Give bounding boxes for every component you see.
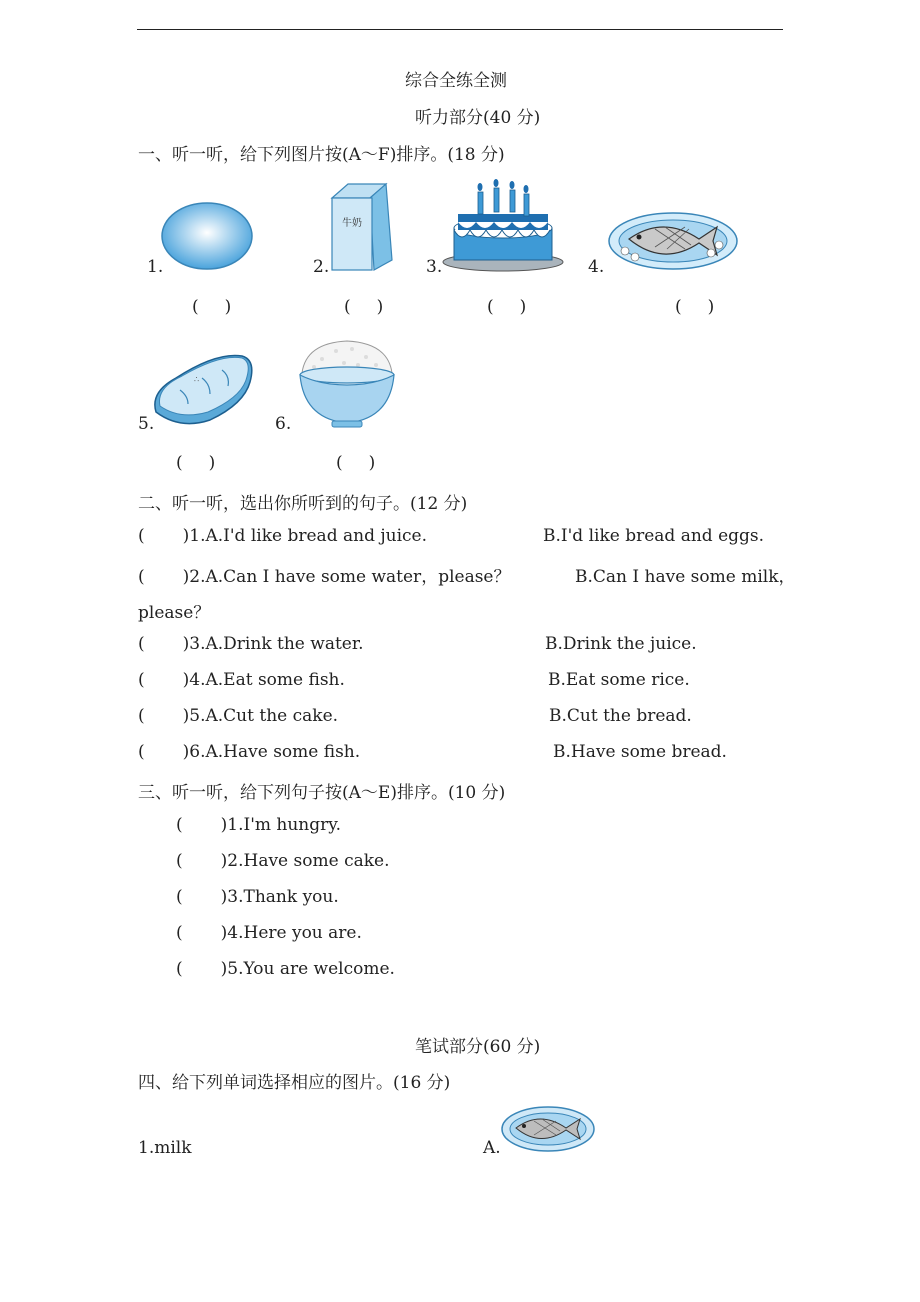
answer-blank[interactable]: ( ) — [344, 297, 384, 317]
document-title: 综合全练全测 — [405, 71, 507, 91]
option-b: B.I'd like bread and eggs. — [543, 526, 765, 546]
writing-part-title: 笔试部分(60 分) — [415, 1037, 541, 1057]
item-number: 1. — [147, 257, 164, 277]
svg-text:∴: ∴ — [194, 375, 200, 384]
item-number: 3. — [426, 257, 443, 277]
egg-icon — [160, 200, 255, 272]
bread-icon — [150, 350, 256, 428]
option-b: B.Can I have some milk， — [575, 567, 796, 587]
ordering-row[interactable]: ( )4.Here you are. — [176, 923, 362, 943]
birthday-cake-icon — [440, 178, 566, 272]
section3-heading: 三、听一听，给下列句子按(A～E)排序。(10 分) — [138, 783, 506, 803]
answer-blank[interactable]: ( ) — [192, 297, 232, 317]
ordering-row[interactable]: ( )5.You are welcome. — [176, 959, 395, 979]
question-row[interactable]: ( )5.A.Cut the cake. — [138, 706, 339, 726]
item-number: 6. — [275, 414, 292, 434]
word-item: 1.milk — [138, 1138, 192, 1158]
header-rule — [137, 29, 783, 30]
option-b: B.Eat some rice. — [548, 670, 690, 690]
ordering-row[interactable]: ( )3.Thank you. — [176, 887, 339, 907]
option-b: B.Drink the juice. — [545, 634, 697, 654]
fish-plate-icon — [607, 207, 739, 271]
rice-bowl-icon — [296, 335, 398, 430]
option-b: B.Have some bread. — [553, 742, 727, 762]
ordering-row[interactable]: ( )2.Have some cake. — [176, 851, 390, 871]
item-number: 2. — [313, 257, 330, 277]
answer-blank[interactable]: ( ) — [487, 297, 527, 317]
section2-heading: 二、听一听，选出你所听到的句子。(12 分) — [138, 494, 468, 514]
option-b-continuation: please？ — [138, 603, 211, 623]
milk-carton-icon — [326, 180, 398, 272]
question-row[interactable]: ( )6.A.Have some fish. — [138, 742, 361, 762]
question-row[interactable]: ( )4.A.Eat some fish. — [138, 670, 345, 690]
question-row[interactable]: ( )1.A.I'd like bread and juice. — [138, 526, 427, 546]
answer-blank[interactable]: ( ) — [176, 453, 216, 473]
fish-plate-icon[interactable] — [500, 1103, 596, 1153]
question-row[interactable]: ( )3.A.Drink the water. — [138, 634, 364, 654]
section4-heading: 四、给下列单词选择相应的图片。(16 分) — [138, 1073, 451, 1093]
option-b: B.Cut the bread. — [549, 706, 692, 726]
section1-heading: 一、听一听，给下列图片按(A～F)排序。(18 分) — [138, 145, 505, 165]
answer-blank[interactable]: ( ) — [675, 297, 715, 317]
item-number: 5. — [138, 414, 155, 434]
ordering-row[interactable]: ( )1.I'm hungry. — [176, 815, 342, 835]
listening-part-title: 听力部分(40 分) — [415, 108, 541, 128]
question-row[interactable]: ( )2.A.Can I have some water，please？ — [138, 567, 511, 587]
answer-blank[interactable]: ( ) — [336, 453, 376, 473]
carton-text: 牛奶 — [342, 218, 362, 229]
option-label: A. — [483, 1138, 501, 1158]
item-number: 4. — [588, 257, 605, 277]
